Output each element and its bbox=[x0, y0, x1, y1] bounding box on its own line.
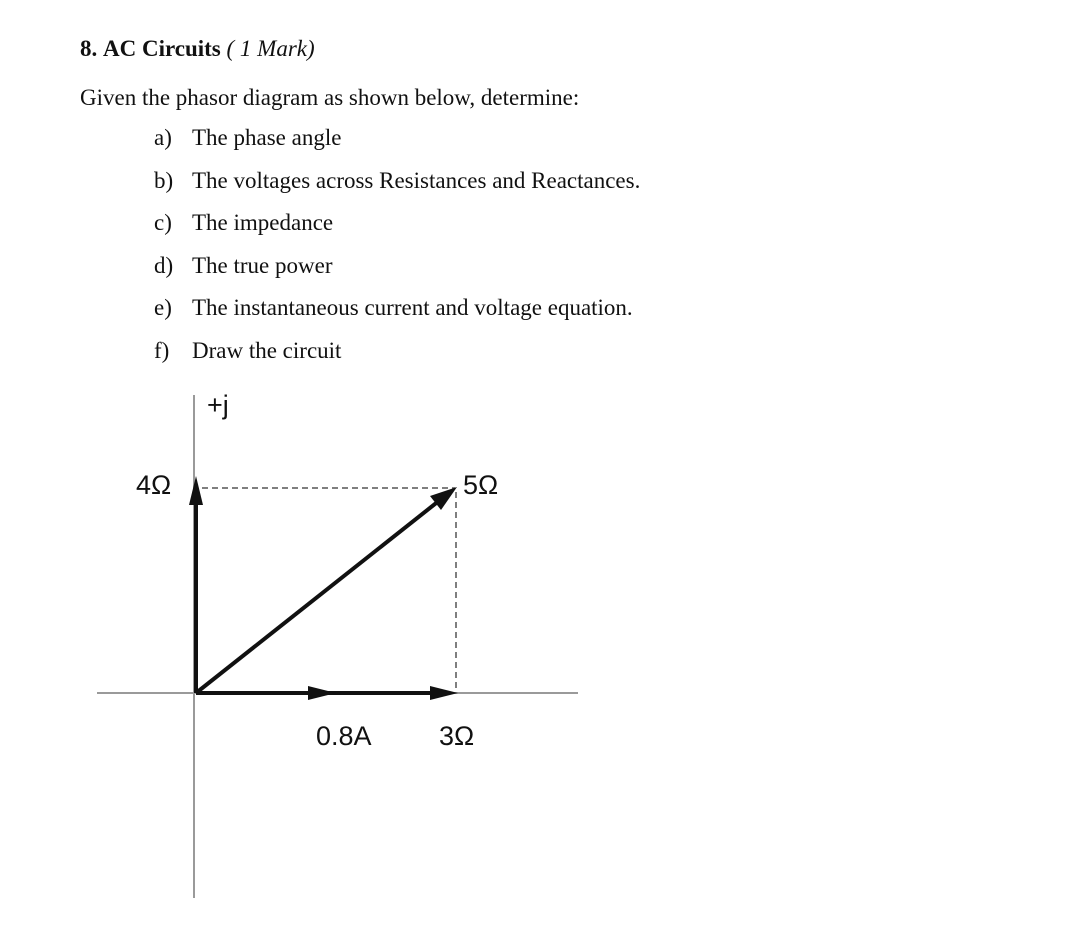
question-number: 8. bbox=[80, 36, 98, 61]
reactance-arrowhead bbox=[189, 476, 203, 505]
question-title: AC Circuits bbox=[103, 36, 221, 61]
imag-axis-label: +j bbox=[207, 390, 229, 420]
reactance-label: 4Ω bbox=[136, 470, 172, 500]
task-letter: b) bbox=[154, 167, 174, 193]
task-text: The voltages across Resistances and Reactances. bbox=[192, 167, 641, 193]
current-arrowhead bbox=[308, 686, 336, 700]
task-text: The impedance bbox=[192, 210, 334, 235]
task-text: The phase angle bbox=[192, 125, 342, 150]
task-letter: e) bbox=[154, 295, 172, 320]
impedance-label: 5Ω bbox=[463, 470, 499, 500]
resistance-label: 3Ω bbox=[439, 721, 475, 751]
impedance-phasor-line bbox=[196, 500, 440, 693]
task-text: Draw the circuit bbox=[192, 337, 342, 363]
task-text: The true power bbox=[192, 252, 333, 278]
task-letter: c) bbox=[154, 210, 172, 235]
resistance-arrowhead bbox=[430, 686, 458, 700]
current-label: 0.8A bbox=[316, 721, 372, 751]
task-letter: d) bbox=[154, 252, 174, 278]
question-intro: Given the phasor diagram as shown below, determine: bbox=[80, 85, 580, 110]
question-marks: ( 1 Mark) bbox=[226, 36, 315, 61]
task-letter: f) bbox=[154, 337, 170, 363]
task-letter: a) bbox=[154, 125, 172, 150]
task-text: The instantaneous current and voltage equation. bbox=[192, 295, 633, 320]
